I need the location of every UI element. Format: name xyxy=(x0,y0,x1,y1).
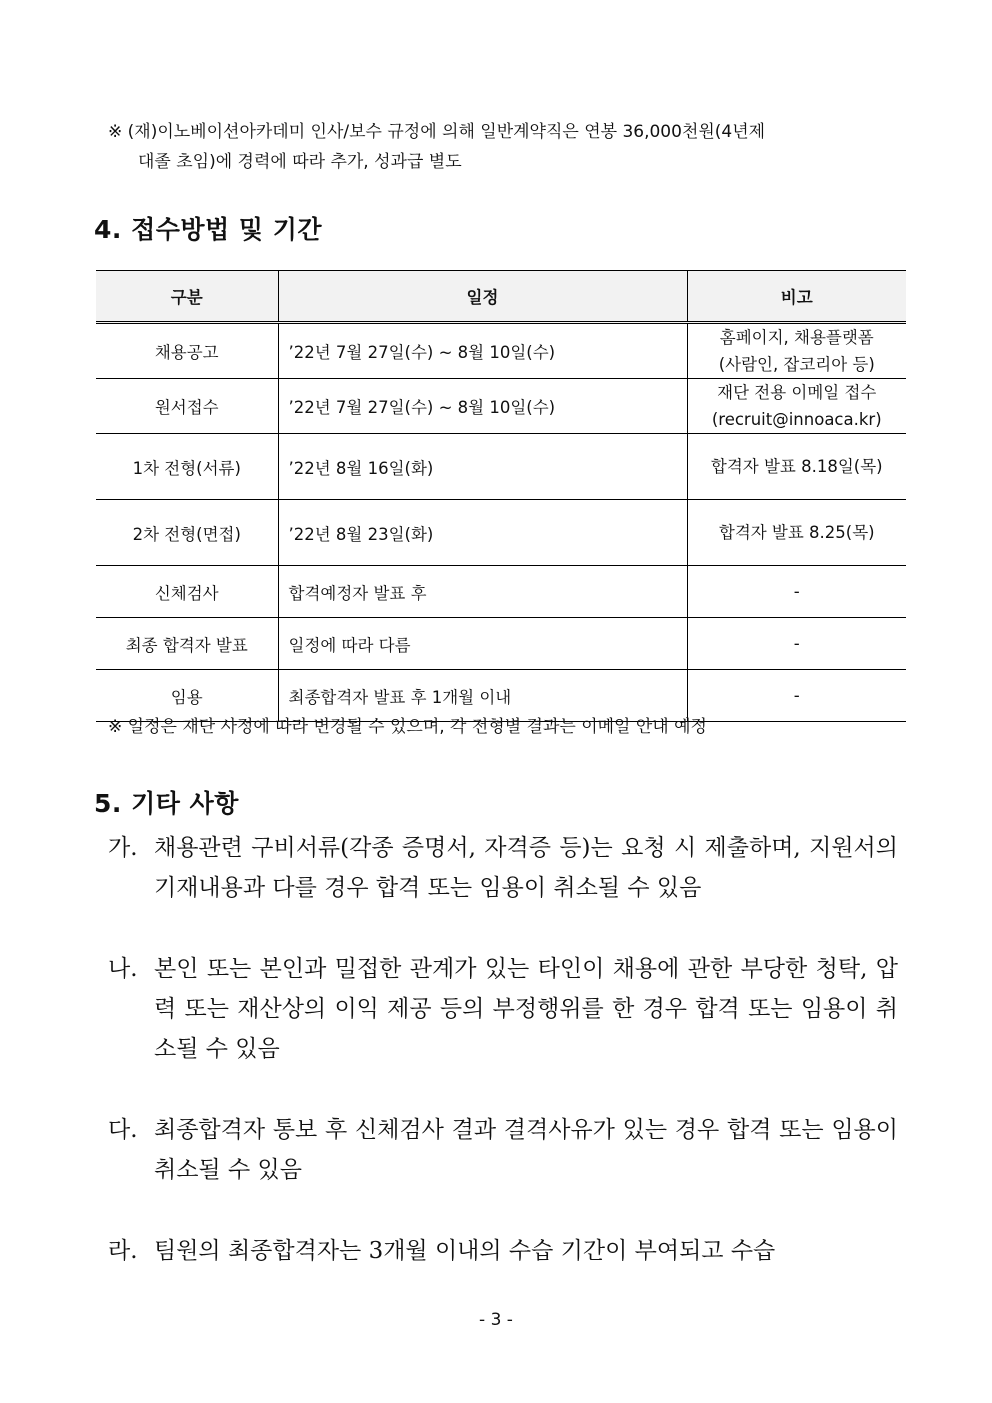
row-category: 2차 전형(면접) xyxy=(96,500,278,566)
row-category: 신체검사 xyxy=(96,566,278,618)
row-remarks-line2: (사람인, 잡코리아 등) xyxy=(718,355,875,374)
row-category: 1차 전형(서류) xyxy=(96,434,278,500)
row-schedule: 최종합격자 발표 후 1개월 이내 xyxy=(278,670,687,722)
row-category: 채용공고 xyxy=(96,323,278,379)
row-category: 원서접수 xyxy=(96,379,278,434)
header-schedule: 일정 xyxy=(278,271,687,323)
row-schedule: ’22년 8월 23일(화) xyxy=(278,500,687,566)
row-remarks xyxy=(687,323,906,379)
table-row xyxy=(96,500,906,566)
page-number: - 3 - xyxy=(479,1310,513,1330)
item-text: 본인 또는 본인과 밀접한 관계가 있는 타인이 채용에 관한 부당한 청탁, 압력 또는 재산상의 이익 제공 등의 부정행위를 한 경우 합격 또는 임용이 취소될 수 있음 xyxy=(154,956,898,1062)
list-item xyxy=(108,828,898,908)
row-schedule: ’22년 7월 27일(수) ~ 8월 10일(수) xyxy=(278,379,687,434)
item-text: 채용관련 구비서류(각종 증명서, 자격증 등)는 요청 시 제출하며, 지원서의 기재내용과 다를 경우 합격 또는 임용이 취소될 수 있음 xyxy=(154,835,898,901)
table-row xyxy=(96,566,906,618)
item-text: 팀원의 최종합격자는 3개월 이내의 수습 기간이 부여되고 수습 xyxy=(154,1238,776,1264)
section-5-title: 5. 기타 사항 xyxy=(94,789,239,818)
list-item xyxy=(108,1110,898,1190)
row-remarks: 합격자 발표 8.18일(목) xyxy=(687,434,906,500)
schedule-note: ※ 일정은 재단 사정에 따라 변경될 수 있으며, 각 전형별 결과는 이메일 안내 예정 xyxy=(108,717,707,737)
row-schedule: ’22년 8월 16일(화) xyxy=(278,434,687,500)
table-header-row xyxy=(96,271,906,323)
salary-note xyxy=(108,117,898,177)
header-category: 구분 xyxy=(96,271,278,323)
row-category: 임용 xyxy=(96,670,278,722)
row-remarks-line1: 재단 전용 이메일 접수 xyxy=(717,383,877,402)
other-items-list xyxy=(108,828,898,1271)
row-remarks: - xyxy=(687,670,906,722)
row-remarks-line2: (recruit@innoaca.kr) xyxy=(711,410,882,429)
list-item xyxy=(108,1231,898,1271)
row-category: 최종 합격자 발표 xyxy=(96,618,278,670)
row-remarks: - xyxy=(687,566,906,618)
item-marker: 나. xyxy=(108,956,138,982)
row-schedule: ’22년 7월 27일(수) ~ 8월 10일(수) xyxy=(278,323,687,379)
row-remarks xyxy=(687,379,906,434)
salary-note-line2: 대졸 초임)에 경력에 따라 추가, 성과급 별도 xyxy=(138,152,462,172)
item-marker: 가. xyxy=(108,835,138,861)
schedule-table xyxy=(96,270,906,722)
table-row xyxy=(96,434,906,500)
item-marker: 다. xyxy=(108,1117,138,1143)
row-remarks: 합격자 발표 8.25(목) xyxy=(687,500,906,566)
list-item xyxy=(108,949,898,1069)
item-text: 최종합격자 통보 후 신체검사 결과 결격사유가 있는 경우 합격 또는 임용이 취소될 수 있음 xyxy=(154,1117,898,1183)
table-row xyxy=(96,323,906,379)
salary-note-line1: ※ (재)이노베이션아카데미 인사/보수 규정에 의해 일반계약직은 연봉 36,000천원(4년제 xyxy=(108,122,766,142)
header-remarks: 비고 xyxy=(687,271,906,323)
row-remarks: - xyxy=(687,618,906,670)
table-row xyxy=(96,379,906,434)
table-row xyxy=(96,618,906,670)
row-schedule: 합격예정자 발표 후 xyxy=(278,566,687,618)
section-4-title: 4. 접수방법 및 기간 xyxy=(94,215,323,244)
item-marker: 라. xyxy=(108,1238,138,1264)
row-remarks-line1: 홈페이지, 채용플랫폼 xyxy=(719,328,874,347)
row-schedule: 일정에 따라 다름 xyxy=(278,618,687,670)
